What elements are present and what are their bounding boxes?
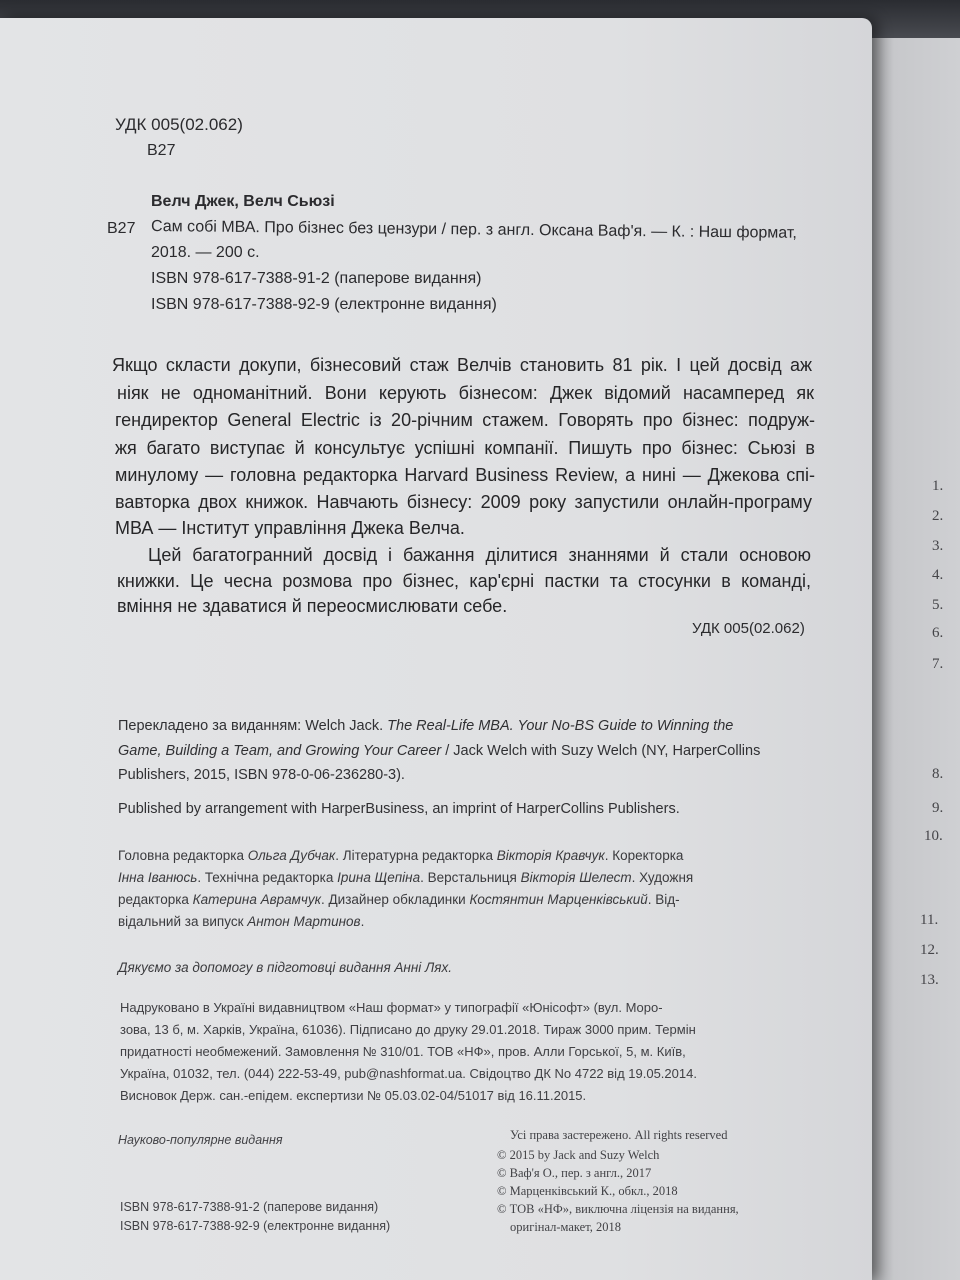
annotation-line: ніяк не одноманітний. Вони керують бізнесом: Джек відомий насамперед як — [117, 383, 814, 403]
author-index-margin: В27 — [107, 220, 136, 237]
translation-line-3: Publishers, 2015, ISBN 978-0-06-236280-3). — [118, 767, 405, 783]
published-by: Published by arrangement with HarperBusiness, an imprint of HarperCollins Publishers. — [118, 801, 680, 817]
credits-line-1 — [118, 848, 683, 863]
annotation-line: Якщо скласти докупи, бізнесовий стаж Велчів становить 81 рік. І цей досвід аж — [112, 355, 812, 375]
thanks-person: Анні Лях — [394, 960, 449, 975]
toc-number: 6. — [932, 625, 944, 641]
credit-role: . Технічна редакторка — [197, 870, 338, 885]
annotation-line: жя багато виступає й консультує успішні компанії. Пишуть про бізнес: Сьюзі в — [115, 438, 815, 458]
credit-person: Катерина Аврамчук — [192, 892, 322, 907]
printing-line: Надруковано в Україні видавництвом «Наш формат» у типографії «Юнісофт» (вул. Моро- — [120, 1000, 663, 1015]
printing-line: Висновок Держ. сан.-епідем. експертизи № 05.03.02-04/51017 від 16.11.2015. — [120, 1088, 587, 1103]
toc-number: 2. — [932, 508, 944, 524]
copyright-line: © 2015 by Jack and Suzy Welch — [497, 1148, 660, 1162]
original-authors: / Jack Welch with Suzy Welch (NY, HarperCollins — [441, 743, 761, 759]
annotation-line: МВА — Інститут управління Джека Велча. — [115, 518, 465, 538]
toc-number: 12. — [920, 942, 939, 958]
toc-number: 13. — [920, 972, 939, 988]
credit-role: . — [360, 914, 365, 929]
thanks-text: . — [448, 960, 453, 975]
annotation-line: Цей багатогранний досвід і бажання ділитися знаннями й стали основою — [148, 545, 811, 565]
credit-role: . Літературна редакторка — [335, 848, 497, 863]
credits-line-2 — [118, 870, 693, 885]
credit-role: . Верстальниця — [420, 870, 521, 885]
translation-prefix: Перекладено за виданням: Welch Jack. — [118, 718, 388, 734]
catalog-year: 2018. — 200 с. — [151, 244, 260, 261]
printing-line: Україна, 01032, тел. (044) 222-53-49, pub@nashformat.ua. Свідоцтво ДК No 4722 від 19.05.2014. — [120, 1066, 697, 1081]
toc-number: 1. — [932, 478, 944, 494]
credit-role: редакторка — [118, 892, 193, 907]
credits-line-3 — [118, 892, 680, 907]
genre-label: Науково-популярне видання — [118, 1133, 283, 1147]
thanks-line — [118, 960, 452, 975]
credit-role: . Від- — [647, 892, 680, 907]
copyright-line: © ТОВ «НФ», виключна ліцензія на видання, — [497, 1202, 739, 1216]
catalog-isbn-electronic: ISBN 978-617-7388-92-9 (електронне видання) — [151, 296, 497, 313]
annotation-line: вміння не здаватися й переосмислювати себе. — [117, 596, 508, 616]
printing-line: зова, 13 б, м. Харків, Україна, 61036). Підписано до друку 29.01.2018. Тираж 3000 прим. Термін — [120, 1022, 696, 1037]
catalog-title: Сам собі МВА. Про бізнес без цензури / пер. з англ. Оксана Ваф'я. — К. : Наш формат, — [150, 218, 797, 242]
original-subtitle: Game, Building a Team, and Growing Your Career — [118, 743, 442, 759]
thanks-text: Дякуємо за допомогу в підготовці видання — [118, 960, 395, 975]
credit-role: відальний за випуск — [118, 914, 248, 929]
bottom-isbn-paper: ISBN 978-617-7388-91-2 (паперове видання) — [120, 1200, 379, 1214]
toc-number: 3. — [932, 538, 944, 554]
annotation-line: вавторка двох книжок. Навчають бізнесу: 2009 року запустили онлайн-програму — [115, 492, 812, 512]
toc-number: 7. — [932, 656, 944, 672]
author-index: В27 — [147, 142, 176, 159]
credits-line-4 — [118, 914, 364, 929]
credit-person: Ірина Щепіна — [337, 870, 421, 885]
annotation-line: минулому — головна редакторка Harvard Business Review, а нині — Джекова спі- — [115, 465, 815, 485]
credit-person: Вікторія Кравчук — [496, 848, 605, 863]
translation-line-2 — [118, 743, 760, 759]
credit-role: . Дизайнер обкладинки — [321, 892, 470, 907]
credit-role: Головна редакторка — [118, 848, 248, 863]
copyright-line: оригінал-макет, 2018 — [510, 1220, 621, 1234]
toc-number: 9. — [932, 800, 944, 816]
udk-code: УДК 005(02.062) — [115, 115, 243, 134]
printing-line: придатності необмежений. Замовлення № 310/01. ТОВ «НФ», пров. Алли Горської, 5, м. Київ, — [120, 1044, 686, 1059]
catalog-isbn-paper: ISBN 978-617-7388-91-2 (паперове видання) — [151, 270, 482, 287]
credit-person: Костянтин Марценківський — [469, 892, 648, 907]
next-page-edge — [872, 38, 960, 1280]
bottom-isbn-electronic: ISBN 978-617-7388-92-9 (електронне видання) — [120, 1219, 391, 1233]
annotation-line: книжки. Це чесна розмова про бізнес, кар'єрні пастки та стосунки в команді, — [117, 571, 811, 591]
copyright-line: © Ваф'я О., пер. з англ., 2017 — [497, 1166, 652, 1180]
credit-person: Вікторія Шелест — [520, 870, 632, 885]
toc-number: 8. — [932, 766, 944, 782]
toc-number: 4. — [932, 567, 944, 583]
catalog-authors: Велч Джек, Велч Сьюзі — [151, 193, 335, 210]
rights-line: Усі права застережено. All rights reserved — [510, 1128, 728, 1142]
credit-person: Інна Іванюсь — [118, 870, 198, 885]
toc-number: 11. — [920, 912, 939, 928]
credit-role: . Коректорка — [604, 848, 684, 863]
copyright-line: © Марценківський К., обкл., 2018 — [497, 1184, 678, 1198]
toc-number: 5. — [932, 597, 944, 613]
translation-line-1 — [118, 718, 733, 734]
credit-person: Ольга Дубчак — [247, 848, 336, 863]
toc-number: 10. — [924, 828, 943, 844]
credit-role: . Художня — [631, 870, 694, 885]
annotation-udk: УДК 005(02.062) — [692, 620, 805, 637]
annotation-line: гендиректор General Electric із 20-річним стажем. Говорять про бізнес: подруж- — [115, 410, 815, 430]
credit-person: Антон Мартинов — [247, 914, 361, 929]
original-title: The Real-Life MBA. Your No-BS Guide to Winning the — [387, 718, 734, 734]
